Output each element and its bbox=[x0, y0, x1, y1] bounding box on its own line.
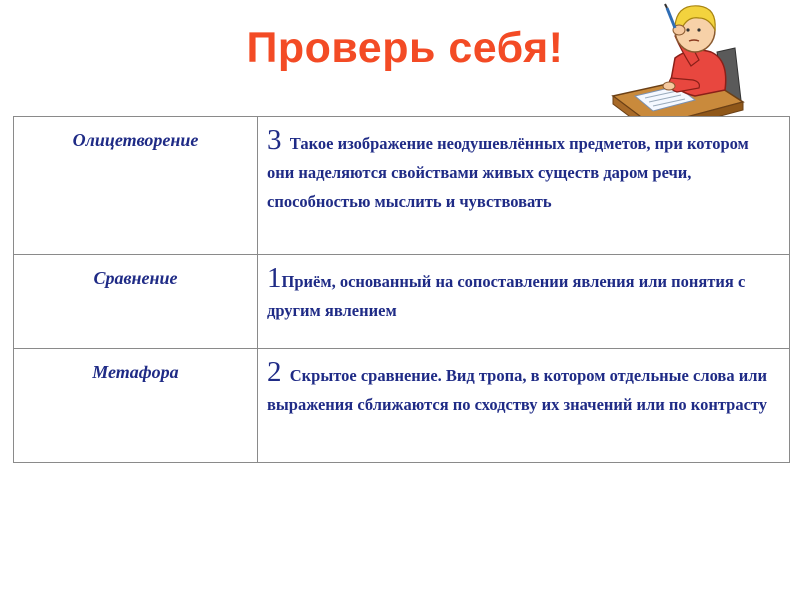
table-row bbox=[14, 117, 790, 255]
term-cell: Олицетворение bbox=[14, 117, 258, 255]
definition-text: Такое изображение неодушевлённых предметов, при котором они наделяются свойствами живых существ даром речи, способностью мыслить и чувствовать bbox=[267, 134, 749, 211]
definition-text: Скрытое сравнение. Вид тропа, в котором отдельные слова или выражения сближаются по сходству их значений или по контрасту bbox=[267, 366, 768, 414]
match-number: 1 bbox=[267, 262, 282, 294]
definition-cell bbox=[258, 255, 790, 349]
slide-title: Проверь себя! bbox=[246, 24, 564, 72]
term-cell: Сравнение bbox=[14, 255, 258, 349]
match-number: 2 bbox=[267, 356, 282, 388]
definition-text: Приём, основанный на сопоставлении явления или понятия с другим явлением bbox=[267, 272, 746, 320]
terms-table bbox=[13, 116, 790, 463]
term-cell: Метафора bbox=[14, 349, 258, 463]
definition-cell bbox=[258, 117, 790, 255]
match-number: 3 bbox=[267, 124, 282, 156]
definition-cell bbox=[258, 349, 790, 463]
table-row bbox=[14, 349, 790, 463]
table-row bbox=[14, 255, 790, 349]
